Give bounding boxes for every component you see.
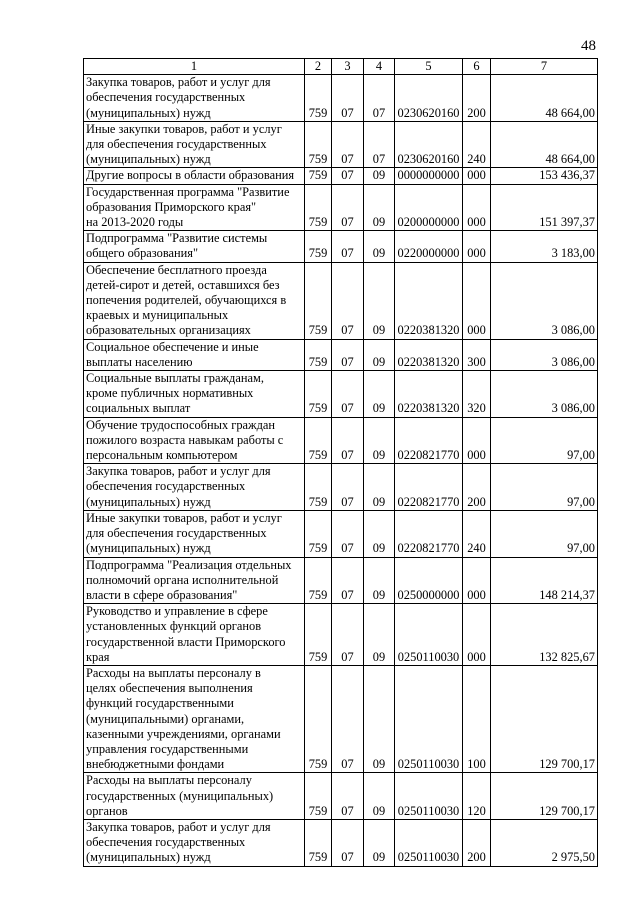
target-article-cell: 0250110030 (395, 773, 463, 820)
expense-type-cell: 000 (463, 604, 491, 666)
amount-cell: 132 825,67 (491, 604, 598, 666)
subsection-code-cell: 09 (364, 557, 395, 604)
amount-cell: 151 397,37 (491, 184, 598, 231)
item-name-line: для обеспечения государственных (86, 137, 267, 152)
department-code-cell: 759 (305, 168, 332, 184)
department-code-cell: 759 (305, 75, 332, 122)
amount-cell: 48 664,00 (491, 121, 598, 168)
item-name-line: полномочий органа исполнительной (86, 572, 279, 587)
item-name-line: краевых и муниципальных (86, 308, 229, 323)
target-article-cell: 0220381320 (395, 262, 463, 339)
subsection-code-cell: 09 (364, 604, 395, 666)
item-name-line: образовательных организациях (86, 323, 251, 338)
department-code-cell: 759 (305, 262, 332, 339)
expense-type-cell: 200 (463, 75, 491, 122)
item-name-line: государственных (муниципальных) (86, 788, 274, 803)
item-name-line: Закупка товаров, работ и услуг для (86, 75, 271, 90)
target-article-cell: 0220381320 (395, 339, 463, 370)
item-name-cell (84, 665, 305, 772)
section-code-cell: 07 (332, 339, 364, 370)
section-code-cell: 07 (332, 464, 364, 511)
department-code-cell: 759 (305, 371, 332, 418)
subsection-code-cell: 09 (364, 510, 395, 557)
table-row (84, 121, 598, 168)
table-body (84, 75, 598, 866)
amount-cell: 153 436,37 (491, 168, 598, 184)
item-name-cell (84, 417, 305, 464)
item-name-line: на 2013-2020 годы (86, 215, 184, 230)
target-article-cell: 0220821770 (395, 510, 463, 557)
section-code-cell: 07 (332, 557, 364, 604)
expense-type-cell: 000 (463, 262, 491, 339)
department-code-cell: 759 (305, 773, 332, 820)
expense-type-cell: 200 (463, 464, 491, 511)
amount-cell: 48 664,00 (491, 75, 598, 122)
table-row (84, 75, 598, 122)
item-name-cell (84, 773, 305, 820)
header-cell-target-article: 5 (395, 59, 463, 75)
item-name-line: внебюджетными фондами (86, 757, 225, 772)
section-code-cell: 07 (332, 262, 364, 339)
item-name-cell (84, 819, 305, 866)
item-name-line: целях обеспечения выполнения (86, 681, 253, 696)
amount-cell: 3 183,00 (491, 231, 598, 262)
table-row (84, 417, 598, 464)
amount-cell: 97,00 (491, 417, 598, 464)
item-name-line: Расходы на выплаты персоналу в (86, 665, 261, 680)
target-article-cell: 0220821770 (395, 464, 463, 511)
item-name-line: Подпрограмма "Развитие системы (86, 231, 268, 246)
expense-type-cell: 120 (463, 773, 491, 820)
amount-cell: 97,00 (491, 510, 598, 557)
target-article-cell: 0220821770 (395, 417, 463, 464)
department-code-cell: 759 (305, 184, 332, 231)
subsection-code-cell: 09 (364, 665, 395, 772)
item-name-cell (84, 371, 305, 418)
item-name-line: установленных функций органов (86, 619, 262, 634)
section-code-cell: 07 (332, 231, 364, 262)
item-name-cell (84, 339, 305, 370)
item-name-line: Расходы на выплаты персоналу (86, 773, 252, 788)
section-code-cell: 07 (332, 184, 364, 231)
table-row (84, 557, 598, 604)
table-row (84, 464, 598, 511)
item-name-line: кроме публичных нормативных (86, 386, 254, 401)
item-name-line: выплаты населению (86, 354, 193, 369)
subsection-code-cell: 09 (364, 262, 395, 339)
table-row (84, 184, 598, 231)
item-name-line: детей-сирот и детей, оставшихся без (86, 277, 280, 292)
section-code-cell: 07 (332, 604, 364, 666)
section-code-cell: 07 (332, 819, 364, 866)
subsection-code-cell: 09 (364, 168, 395, 184)
header-cell-amount: 7 (491, 59, 598, 75)
table-row (84, 231, 598, 262)
section-code-cell: 07 (332, 121, 364, 168)
item-name-line: общего образования" (86, 246, 199, 261)
target-article-cell: 0250110030 (395, 604, 463, 666)
section-code-cell: 07 (332, 510, 364, 557)
subsection-code-cell: 09 (364, 417, 395, 464)
item-name-cell (84, 168, 305, 184)
amount-cell: 148 214,37 (491, 557, 598, 604)
expense-type-cell: 100 (463, 665, 491, 772)
item-name-cell (84, 262, 305, 339)
target-article-cell: 0230620160 (395, 121, 463, 168)
table-row (84, 773, 598, 820)
department-code-cell: 759 (305, 510, 332, 557)
item-name-line: попечения родителей, обучающихся в (86, 293, 287, 308)
item-name-cell (84, 604, 305, 666)
subsection-code-cell: 07 (364, 75, 395, 122)
expense-type-cell: 000 (463, 417, 491, 464)
expense-type-cell: 000 (463, 231, 491, 262)
subsection-code-cell: 09 (364, 819, 395, 866)
item-name-line: Подпрограмма "Реализация отдельных (86, 557, 292, 572)
section-code-cell: 07 (332, 417, 364, 464)
subsection-code-cell: 09 (364, 371, 395, 418)
item-name-line: Социальные выплаты гражданам, (86, 371, 264, 386)
header-cell-subsection: 4 (364, 59, 395, 75)
amount-cell: 129 700,17 (491, 665, 598, 772)
item-name-cell (84, 464, 305, 511)
expense-type-cell: 000 (463, 184, 491, 231)
item-name-line: Иные закупки товаров, работ и услуг (86, 510, 282, 525)
expense-type-cell: 000 (463, 557, 491, 604)
target-article-cell: 0000000000 (395, 168, 463, 184)
amount-cell: 129 700,17 (491, 773, 598, 820)
table-row (84, 168, 598, 184)
item-name-line: пожилого возраста навыкам работы с (86, 432, 284, 447)
table-row (84, 262, 598, 339)
item-name-line: обеспечения государственных (86, 479, 246, 494)
subsection-code-cell: 09 (364, 231, 395, 262)
item-name-line: (муниципальными) органами, (86, 711, 245, 726)
expense-type-cell: 320 (463, 371, 491, 418)
item-name-line: управления государственными (86, 741, 249, 756)
section-code-cell: 07 (332, 371, 364, 418)
item-name-line: обеспечения государственных (86, 90, 246, 105)
department-code-cell: 759 (305, 557, 332, 604)
table-row (84, 665, 598, 772)
item-name-line: персональным компьютером (86, 448, 238, 463)
expense-type-cell: 300 (463, 339, 491, 370)
item-name-line: края (86, 649, 110, 664)
amount-cell: 2 975,50 (491, 819, 598, 866)
amount-cell: 3 086,00 (491, 371, 598, 418)
department-code-cell: 759 (305, 339, 332, 370)
header-cell-name: 1 (84, 59, 305, 75)
target-article-cell: 0220000000 (395, 231, 463, 262)
item-name-cell (84, 184, 305, 231)
expense-type-cell: 200 (463, 819, 491, 866)
target-article-cell: 0230620160 (395, 75, 463, 122)
department-code-cell: 759 (305, 819, 332, 866)
subsection-code-cell: 07 (364, 121, 395, 168)
table-row (84, 510, 598, 557)
item-name-cell (84, 121, 305, 168)
item-name-line: Обучение трудоспособных граждан (86, 417, 276, 432)
department-code-cell: 759 (305, 231, 332, 262)
department-code-cell: 759 (305, 665, 332, 772)
subsection-code-cell: 09 (364, 773, 395, 820)
item-name-line: Руководство и управление в сфере (86, 604, 268, 619)
amount-cell: 3 086,00 (491, 339, 598, 370)
item-name-line: органов (86, 803, 128, 818)
item-name-line: казенными учреждениями, органами (86, 726, 281, 741)
section-code-cell: 07 (332, 168, 364, 184)
section-code-cell: 07 (332, 75, 364, 122)
header-cell-department: 2 (305, 59, 332, 75)
budget-table (83, 58, 598, 867)
item-name-cell (84, 231, 305, 262)
item-name-line: социальных выплат (86, 401, 191, 416)
item-name-cell (84, 75, 305, 122)
item-name-line: функций государственными (86, 696, 234, 711)
item-name-line: Закупка товаров, работ и услуг для (86, 464, 271, 479)
expense-type-cell: 240 (463, 121, 491, 168)
item-name-line: (муниципальных) нужд (86, 850, 211, 865)
header-cell-expense-type: 6 (463, 59, 491, 75)
department-code-cell: 759 (305, 604, 332, 666)
item-name-line: (муниципальных) нужд (86, 494, 211, 509)
target-article-cell: 0250110030 (395, 819, 463, 866)
page-number: 48 (581, 38, 596, 54)
section-code-cell: 07 (332, 665, 364, 772)
item-name-line: Другие вопросы в области образования (86, 168, 295, 183)
subsection-code-cell: 09 (364, 184, 395, 231)
section-code-cell: 07 (332, 773, 364, 820)
expense-type-cell: 240 (463, 510, 491, 557)
table-row (84, 371, 598, 418)
item-name-line: для обеспечения государственных (86, 526, 267, 541)
item-name-line: власти в сфере образования" (86, 587, 238, 602)
item-name-line: (муниципальных) нужд (86, 152, 211, 167)
target-article-cell: 0250000000 (395, 557, 463, 604)
item-name-line: (муниципальных) нужд (86, 105, 211, 120)
amount-cell: 97,00 (491, 464, 598, 511)
item-name-line: Социальное обеспечение и иные (86, 339, 259, 354)
header-cell-section: 3 (332, 59, 364, 75)
item-name-line: обеспечения государственных (86, 835, 246, 850)
department-code-cell: 759 (305, 464, 332, 511)
table-row (84, 339, 598, 370)
amount-cell: 3 086,00 (491, 262, 598, 339)
item-name-line: Иные закупки товаров, работ и услуг (86, 121, 282, 136)
item-name-cell (84, 557, 305, 604)
target-article-cell: 0200000000 (395, 184, 463, 231)
target-article-cell: 0250110030 (395, 665, 463, 772)
item-name-line: государственной власти Приморского (86, 634, 286, 649)
item-name-line: Обеспечение бесплатного проезда (86, 262, 267, 277)
item-name-line: Государственная программа "Развитие (86, 184, 290, 199)
table-row (84, 819, 598, 866)
table-row (84, 604, 598, 666)
expense-type-cell: 000 (463, 168, 491, 184)
item-name-line: Закупка товаров, работ и услуг для (86, 819, 271, 834)
department-code-cell: 759 (305, 121, 332, 168)
item-name-cell (84, 510, 305, 557)
target-article-cell: 0220381320 (395, 371, 463, 418)
subsection-code-cell: 09 (364, 339, 395, 370)
item-name-line: образования Приморского края" (86, 199, 257, 214)
subsection-code-cell: 09 (364, 464, 395, 511)
department-code-cell: 759 (305, 417, 332, 464)
header-row (84, 59, 598, 75)
item-name-line: (муниципальных) нужд (86, 541, 211, 556)
